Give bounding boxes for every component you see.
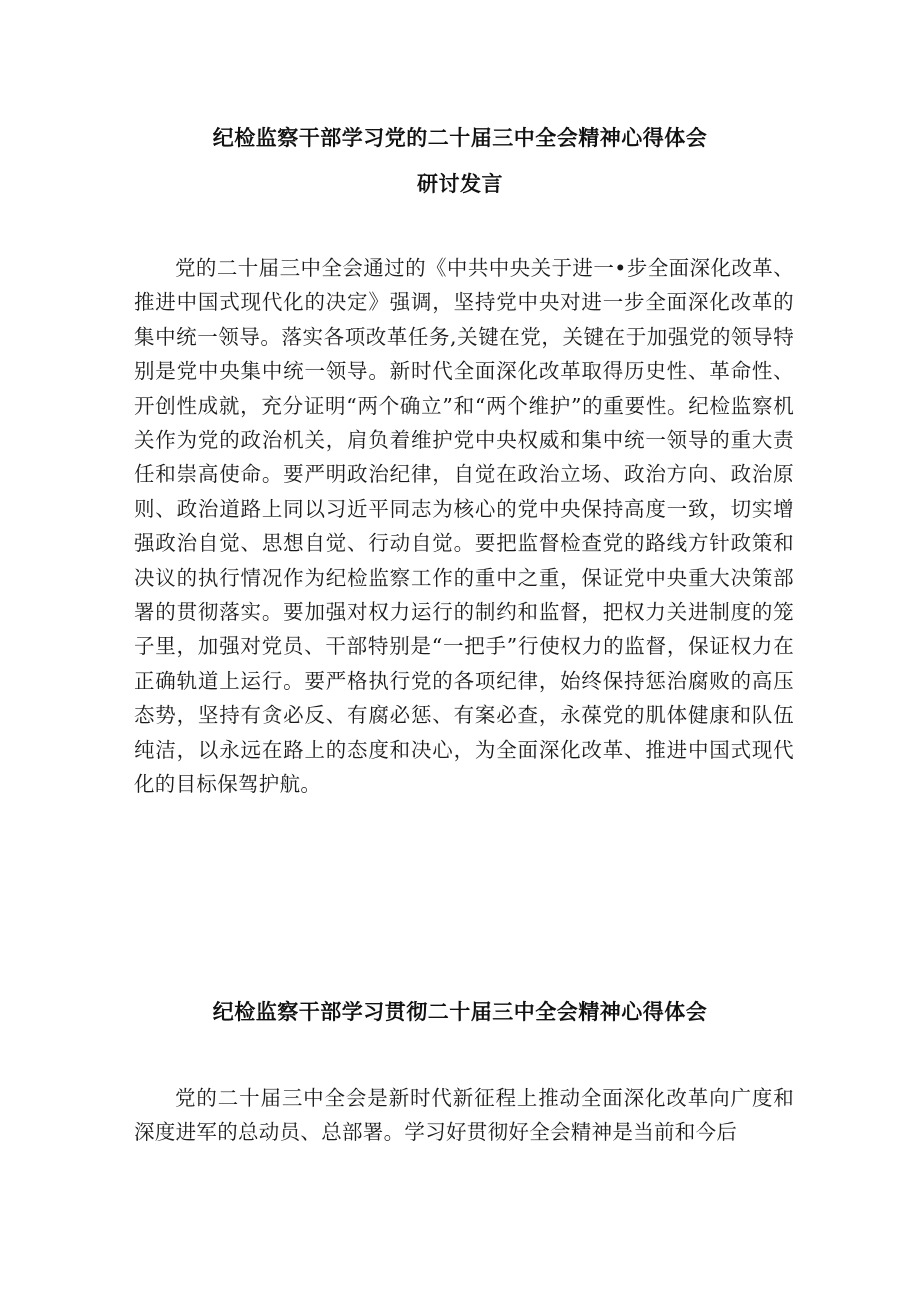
section1-title-line2: 研讨发言: [417, 172, 503, 196]
section1-paragraph: 党的二十届三中全会通过的《中共中央关于进一•步全面深化改革、推进中国式现代化的决定》强调，坚持党中央对进一步全面深化改革的集中统一领导。落实各项改革任务,关键在党，关键在于加强党的领导特别是党中央集中统一领导。新时代全面深化改革取得历史性、革命性、开创性成就，充分证明“两个确立”和“两个维护”的重要性。纪检监察机关作为党的政治机关，肩负着维护党中央权威和集中统一领导的重大责任和崇高使命。要严明政治纪律，自觉在政治立场、政治方向、政治原则、政治道路上同以习近平同志为核心的党中央保持高度一致，切实增强政治自觉、思想自觉、行动自觉。要把监督检查党的路线方针政策和决议的执行情况作为纪检监察工作的重中之重，保证党中央重大决策部署的贯彻落实。要加强对权力运行的制约和监督，把权力关进制度的笼子里，加强对党员、干部特别是“一把手”行使权力的监督，保证权力在正确轨道上运行。要严格执行党的各项纪律，始终保持惩治腐败的高压态势，坚持有贪必反、有腐必惩、有案必查，永葆党的肌体健康和队伍纯洁，以永远在路上的态度和决心，为全面深化改革、推进中国式现代化的目标保驾护航。: [134, 256, 794, 797]
section2-title: 纪检监察干部学习贯彻二十届三中全会精神心得体会: [212, 1000, 708, 1024]
section2-paragraph: 党的二十届三中全会是新时代新征程上推动全面深化改革向广度和深度进军的总动员、总部署。学习好贯彻好全会精神是当前和今后: [134, 1086, 794, 1145]
section1-title-line1: 纪检监察干部学习党的二十届三中全会精神心得体会: [212, 126, 708, 150]
